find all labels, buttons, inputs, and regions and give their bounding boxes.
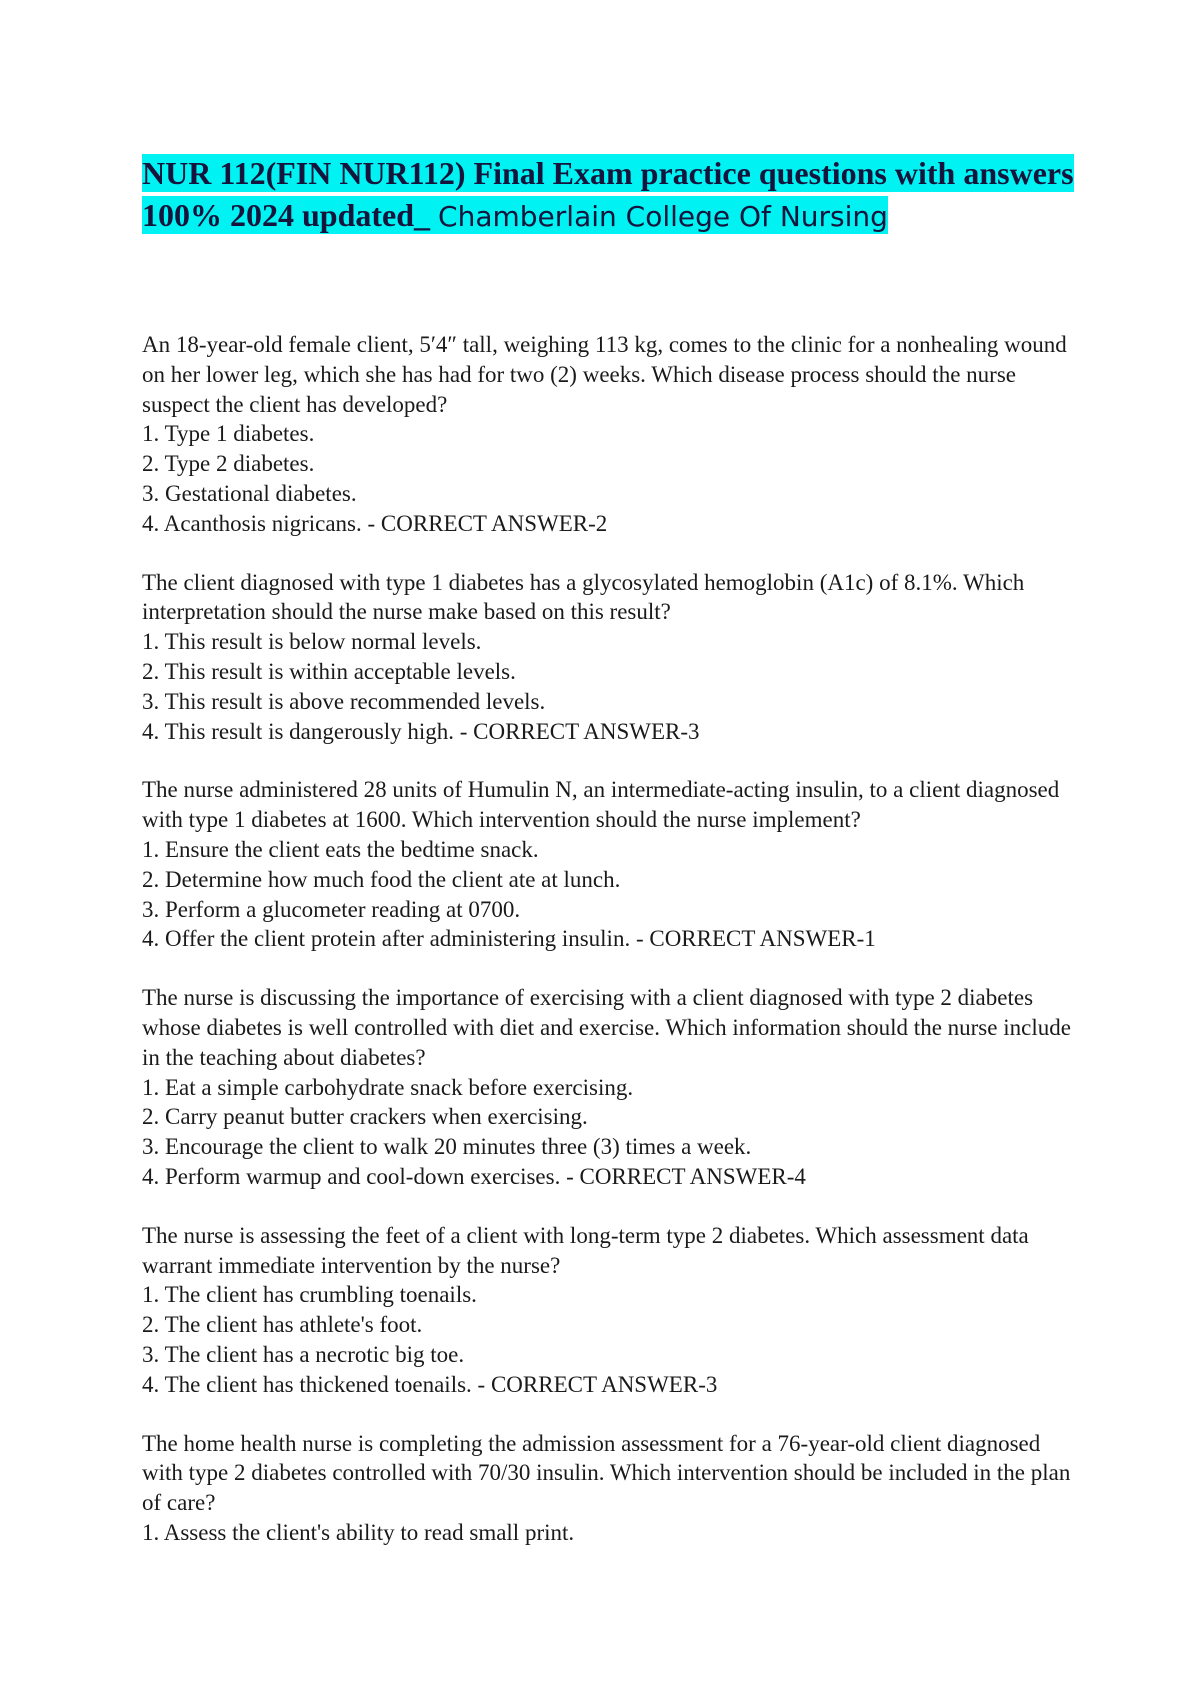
question-stem: The nurse administered 28 units of Humulin N, an intermediate-acting insulin, to a client diagnosed with type 1 diabetes at 1600. Which intervention should the nurse implement? <box>142 777 1060 833</box>
answer-options <box>142 419 1082 538</box>
question-block <box>142 1221 1082 1400</box>
answer-options <box>142 1518 1082 1548</box>
answer-option: 2. Carry peanut butter crackers when exercising. <box>142 1104 588 1130</box>
answer-option: 4. This result is dangerously high. - CORRECT ANSWER-3 <box>142 718 700 744</box>
answer-option: 4. The client has thickened toenails. - CORRECT ANSWER-3 <box>142 1371 718 1397</box>
answer-option: 3. The client has a necrotic big toe. <box>142 1341 465 1367</box>
question-block <box>142 983 1082 1192</box>
question-stem: The nurse is assessing the feet of a client with long-term type 2 diabetes. Which assessment data warrant immediate intervention by the nurse? <box>142 1222 1029 1278</box>
answer-options <box>142 627 1082 746</box>
question-stem: The client diagnosed with type 1 diabetes has a glycosylated hemoglobin (A1c) of 8.1%. Which interpretation should the nurse make based on this result? <box>142 569 1025 625</box>
question-block <box>142 568 1082 747</box>
answer-option: 1. Assess the client's ability to read small print. <box>142 1519 575 1545</box>
answer-option: 3. Perform a glucometer reading at 0700. <box>142 896 521 922</box>
question-block <box>142 775 1082 954</box>
answer-option: 3. This result is above recommended levels. <box>142 688 546 714</box>
answer-option: 1. This result is below normal levels. <box>142 629 482 655</box>
answer-option: 2. This result is within acceptable levels. <box>142 658 516 684</box>
question-stem: The home health nurse is completing the admission assessment for a 76-year-old client diagnosed with type 2 diabetes controlled with 70/30 insulin. Which intervention should be included in the plan of care? <box>142 1430 1071 1516</box>
answer-option: 1. Ensure the client eats the bedtime snack. <box>142 836 539 862</box>
answer-option: 2. Type 2 diabetes. <box>142 451 315 477</box>
answer-option: 3. Gestational diabetes. <box>142 480 357 506</box>
question-stem: The nurse is discussing the importance of exercising with a client diagnosed with type 2 diabetes whose diabetes is well controlled with diet and exercise. Which information should the nurse include in the teaching about diabetes? <box>142 985 1071 1070</box>
question-list <box>142 330 1082 1548</box>
question-block <box>142 330 1082 539</box>
answer-option: 1. The client has crumbling toenails. <box>142 1282 477 1308</box>
answer-option: 2. The client has athlete's foot. <box>142 1312 423 1338</box>
answer-option: 1. Eat a simple carbohydrate snack before exercising. <box>142 1074 634 1100</box>
document-title <box>142 152 1082 238</box>
answer-option: 2. Determine how much food the client ate at lunch. <box>142 866 621 892</box>
answer-option: 4. Perform warmup and cool-down exercises. - CORRECT ANSWER-4 <box>142 1163 806 1189</box>
question-stem: An 18-year-old female client, 5′4″ tall, weighing 113 kg, comes to the clinic for a nonhealing wound on her lower leg, which she has had for two (2) weeks. Which disease process should the nurse suspect the client has developed? <box>142 332 1067 417</box>
title-college: Chamberlain College Of Nursing <box>438 200 888 233</box>
answer-option: 3. Encourage the client to walk 20 minutes three (3) times a week. <box>142 1134 752 1160</box>
title-main: NUR 112(FIN NUR112) Final Exam practice questions with answers 100% 2024 updated_ <box>142 155 1074 233</box>
answer-options <box>142 1280 1082 1399</box>
answer-option: 1. Type 1 diabetes. <box>142 421 315 447</box>
document-page <box>142 152 1082 1577</box>
question-block <box>142 1429 1082 1548</box>
answer-option: 4. Acanthosis nigricans. - CORRECT ANSWER-2 <box>142 510 608 536</box>
answer-options <box>142 1073 1082 1192</box>
answer-option: 4. Offer the client protein after administering insulin. - CORRECT ANSWER-1 <box>142 926 876 952</box>
answer-options <box>142 835 1082 954</box>
